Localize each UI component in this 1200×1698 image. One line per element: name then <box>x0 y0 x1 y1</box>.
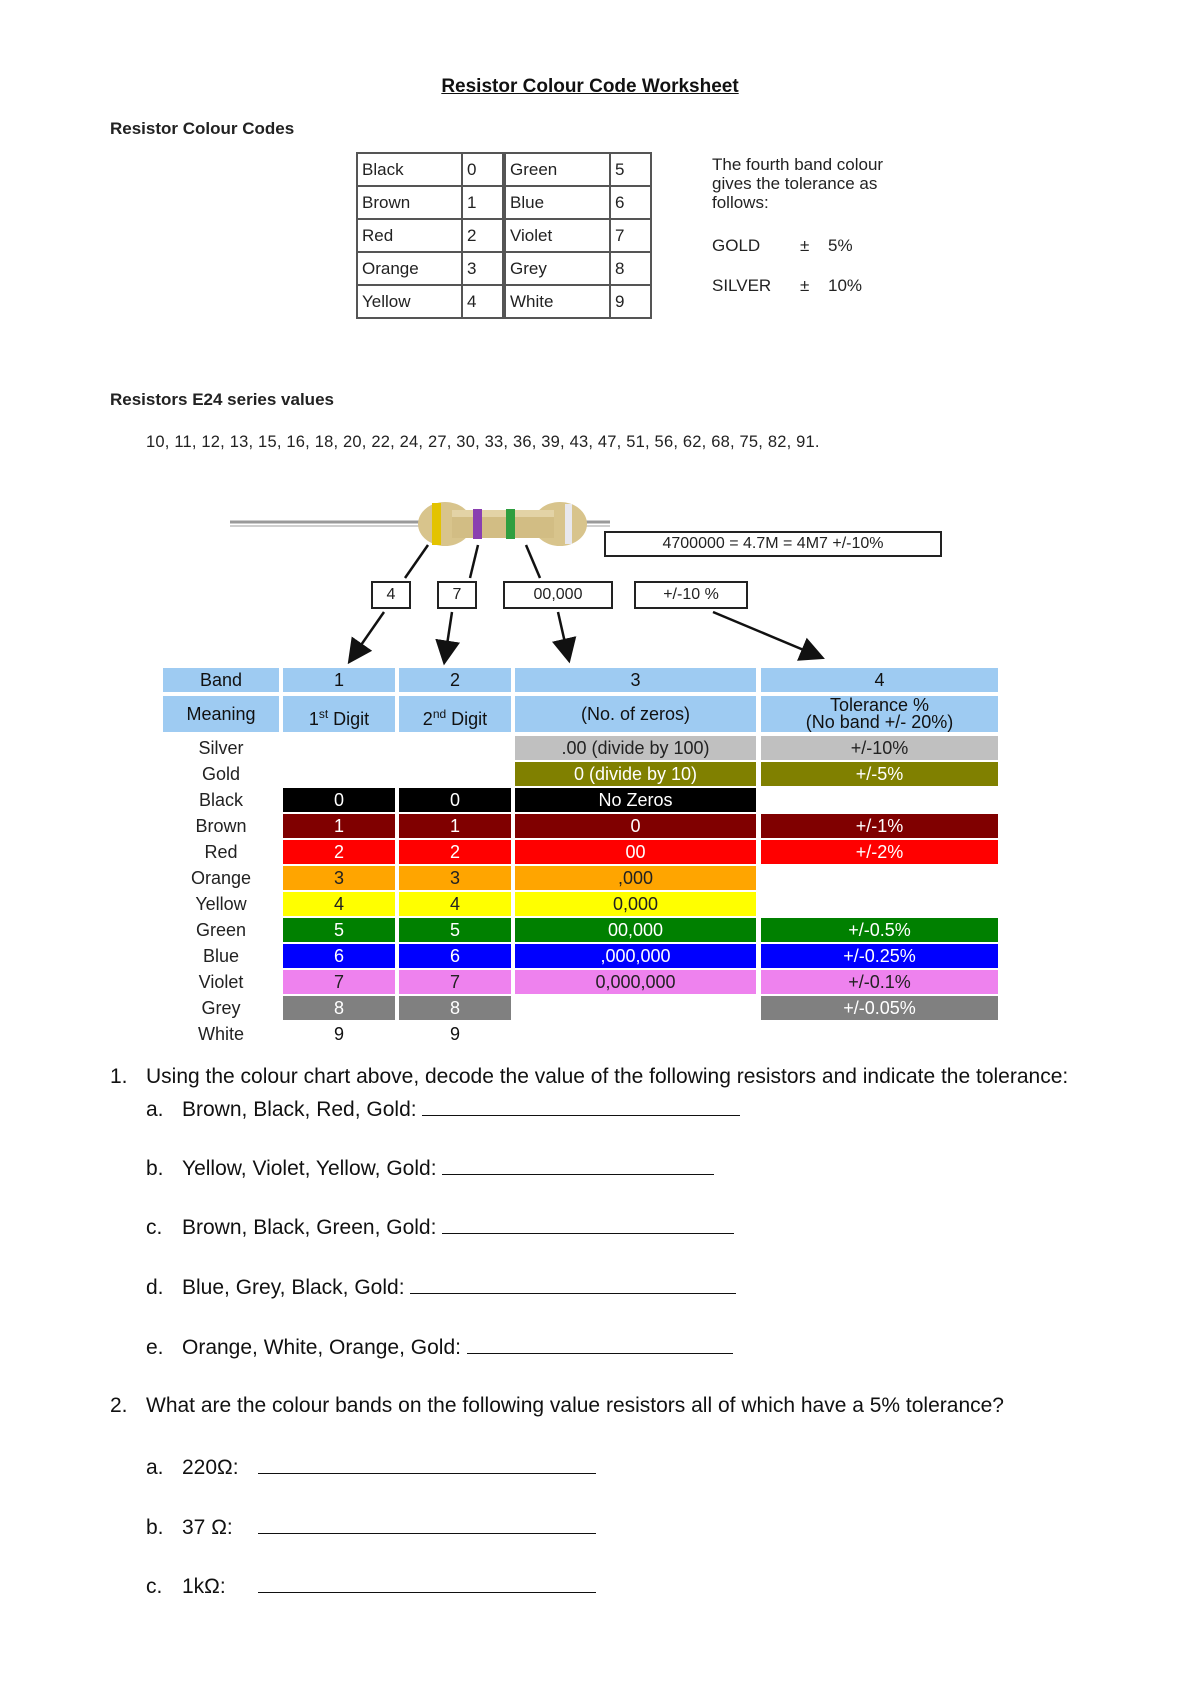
colour-value: 8 <box>610 252 651 285</box>
band-violet <box>473 509 482 539</box>
colour-value: 3 <box>462 252 504 285</box>
tolerance-cell: +/-5% <box>761 762 998 786</box>
band-colour-label: Red <box>204 842 238 862</box>
colour-value: 4 <box>462 285 504 318</box>
tolerance-cell: +/-0.25% <box>761 944 998 968</box>
colour-name: White <box>504 285 610 318</box>
colour-name: Red <box>357 219 462 252</box>
band-colour-label: Grey <box>201 998 241 1018</box>
table-row <box>357 153 651 186</box>
header-meaning: Meaning <box>163 696 279 732</box>
multiplier-cell: No Zeros <box>515 788 756 812</box>
band-colour-label: Orange <box>190 868 252 888</box>
answer-line[interactable] <box>410 1275 736 1294</box>
header-band-2: 2 <box>399 668 511 692</box>
tolerance-cell: +/-1% <box>761 814 998 838</box>
resistor-body <box>418 502 587 546</box>
question-number: 2. <box>110 1394 128 1417</box>
colour-value: 7 <box>610 219 651 252</box>
answer-line[interactable] <box>422 1097 740 1116</box>
multiplier-cell: 0 (divide by 10) <box>515 762 756 786</box>
q1-item-b: b. Yellow, Violet, Yellow, Gold: <box>146 1156 714 1181</box>
multiplier-cell: .00 (divide by 100) <box>515 736 756 760</box>
digit1-cell: 8 <box>283 996 395 1020</box>
band-colour-label: White <box>197 1024 244 1044</box>
digit-box-1: 4 <box>371 581 411 609</box>
question-2 <box>110 1394 1004 1418</box>
q1-item-c: c. Brown, Black, Green, Gold: <box>146 1215 734 1240</box>
digit1-cell <box>283 736 395 760</box>
band-colour-label: Blue <box>202 946 240 966</box>
digit2-cell: 3 <box>399 866 511 890</box>
answer-line[interactable] <box>258 1455 596 1474</box>
tolerance-note-line: follows: <box>712 193 769 212</box>
header-no-of-zeros: (No. of zeros) <box>515 696 756 732</box>
tolerance-cell: +/-2% <box>761 840 998 864</box>
gold-value: 5% <box>828 236 853 255</box>
band-colour-label: Black <box>198 790 243 810</box>
table-row <box>357 186 651 219</box>
answer-line[interactable] <box>442 1215 734 1234</box>
digit1-cell <box>283 762 395 786</box>
colour-codes-heading: Resistor Colour Codes <box>110 119 295 138</box>
answer-line[interactable] <box>442 1156 714 1175</box>
header-band-1: 1 <box>283 668 395 692</box>
band-colour-label: Green <box>195 920 247 940</box>
digit2-cell: 5 <box>399 918 511 942</box>
digit1-cell: 4 <box>283 892 395 916</box>
e24-values: 10, 11, 12, 13, 15, 16, 18, 20, 22, 24, 27, 30, 33, 36, 39, 43, 47, 51, 56, 62, 68, 75, 82, 91. <box>146 433 820 451</box>
band-green <box>506 509 515 539</box>
multiplier-cell: 00,000 <box>515 918 756 942</box>
colour-name: Violet <box>504 219 610 252</box>
plus-minus-symbol: ± <box>800 276 810 295</box>
band-colour-label: Yellow <box>195 894 247 914</box>
band-colour-label: Brown <box>195 816 247 836</box>
colour-value: 2 <box>462 219 504 252</box>
colour-name: Yellow <box>357 285 462 318</box>
table-row <box>357 252 651 285</box>
digit2-cell: 2 <box>399 840 511 864</box>
digit1-cell: 5 <box>283 918 395 942</box>
gold-label: GOLD <box>712 236 761 255</box>
band-colour-label: Gold <box>201 764 241 784</box>
silver-value: 10% <box>828 276 863 295</box>
tolerance-cell: +/-0.5% <box>761 918 998 942</box>
digit1-cell: 1 <box>283 814 395 838</box>
digit2-cell: 6 <box>399 944 511 968</box>
question-1 <box>110 1065 1068 1089</box>
q2-item-c: c. 1kΩ: <box>146 1574 596 1599</box>
silver-tolerance <box>712 276 862 296</box>
multiplier-cell <box>515 996 756 1020</box>
q2-item-b: b. 37 Ω: <box>146 1515 596 1540</box>
silver-label: SILVER <box>712 276 772 295</box>
digit2-cell: 0 <box>399 788 511 812</box>
tolerance-cell: +/-0.1% <box>761 970 998 994</box>
tolerance-note <box>712 155 883 212</box>
digit2-cell: 9 <box>449 1024 460 1044</box>
answer-line[interactable] <box>258 1574 596 1593</box>
answer-line[interactable] <box>258 1515 596 1534</box>
value-label-box: 4700000 = 4.7M = 4M7 +/-10% <box>604 531 942 557</box>
multiplier-cell: 0,000,000 <box>515 970 756 994</box>
question-number: 1. <box>110 1065 128 1088</box>
digit2-cell: 4 <box>399 892 511 916</box>
digit1-cell: 7 <box>283 970 395 994</box>
colour-value: 0 <box>462 153 504 186</box>
q1-item-e: e. Orange, White, Orange, Gold: <box>146 1335 733 1360</box>
digit2-cell: 1 <box>399 814 511 838</box>
colour-value: 9 <box>610 285 651 318</box>
digit-box-2: 7 <box>437 581 477 609</box>
header-band-3: 3 <box>515 668 756 692</box>
tolerance-cell <box>761 788 998 812</box>
tolerance-note-line: The fourth band colour <box>712 155 884 174</box>
gold-tolerance <box>712 236 853 256</box>
colour-name: Black <box>357 153 462 186</box>
table-row <box>357 219 651 252</box>
digit2-cell <box>399 736 511 760</box>
digit1-cell: 2 <box>283 840 395 864</box>
q2-item-a: a. 220Ω: <box>146 1455 596 1480</box>
table-row <box>357 285 651 318</box>
digit2-cell: 7 <box>399 970 511 994</box>
e24-heading: Resistors E24 series values <box>110 390 334 409</box>
colour-name: Green <box>504 153 610 186</box>
tolerance-cell: +/-0.05% <box>761 996 998 1020</box>
multiplier-cell: 00 <box>515 840 756 864</box>
digit1-cell: 0 <box>283 788 395 812</box>
q1-item-d: d. Blue, Grey, Black, Gold: <box>146 1275 736 1300</box>
digit1-cell: 9 <box>333 1024 344 1044</box>
colour-name: Blue <box>504 186 610 219</box>
band-colour-label: Silver <box>198 738 244 758</box>
digit2-cell: 8 <box>399 996 511 1020</box>
colour-name: Orange <box>357 252 462 285</box>
colour-value: 5 <box>610 153 651 186</box>
multiplier-cell: 0,000 <box>515 892 756 916</box>
band-yellow <box>432 503 441 545</box>
digit1-cell: 3 <box>283 866 395 890</box>
tolerance-box: +/-10 % <box>634 581 748 609</box>
multiplier-cell: 0 <box>515 814 756 838</box>
colour-code-table <box>356 152 652 319</box>
tolerance-cell <box>761 892 998 916</box>
q1-item-a: a. Brown, Black, Red, Gold: <box>146 1097 740 1122</box>
header-tolerance: Tolerance % (No band +/- 20%) <box>761 696 998 732</box>
multiplier-cell: ,000 <box>515 866 756 890</box>
question-text: What are the colour bands on the following value resistors all of which have a 5% tolerance? <box>146 1394 1004 1417</box>
multiplier-cell <box>515 1022 756 1046</box>
header-band-4: 4 <box>761 668 998 692</box>
plus-minus-symbol: ± <box>800 236 810 255</box>
colour-name: Brown <box>357 186 462 219</box>
page-title: Resistor Colour Code Worksheet <box>441 76 739 97</box>
question-text: Using the colour chart above, decode the value of the following resistors and indicate the tolerance: <box>146 1065 1069 1088</box>
multiplier-cell: ,000,000 <box>515 944 756 968</box>
digit2-cell <box>399 762 511 786</box>
resistor-diagram <box>0 490 1200 670</box>
band-silver <box>565 504 572 544</box>
tolerance-cell <box>761 1022 998 1046</box>
header-1st-digit: 1st Digit <box>283 696 395 732</box>
tolerance-cell <box>761 866 998 890</box>
digit1-cell: 6 <box>283 944 395 968</box>
header-2nd-digit: 2nd Digit <box>399 696 511 732</box>
colour-name: Grey <box>504 252 610 285</box>
header-band: Band <box>163 668 279 692</box>
band-colour-label: Violet <box>198 972 244 992</box>
colour-value: 1 <box>462 186 504 219</box>
tolerance-note-line: gives the tolerance as <box>712 174 878 193</box>
answer-line[interactable] <box>467 1335 733 1354</box>
colour-value: 6 <box>610 186 651 219</box>
tolerance-cell: +/-10% <box>761 736 998 760</box>
multiplier-box: 00,000 <box>503 581 613 609</box>
